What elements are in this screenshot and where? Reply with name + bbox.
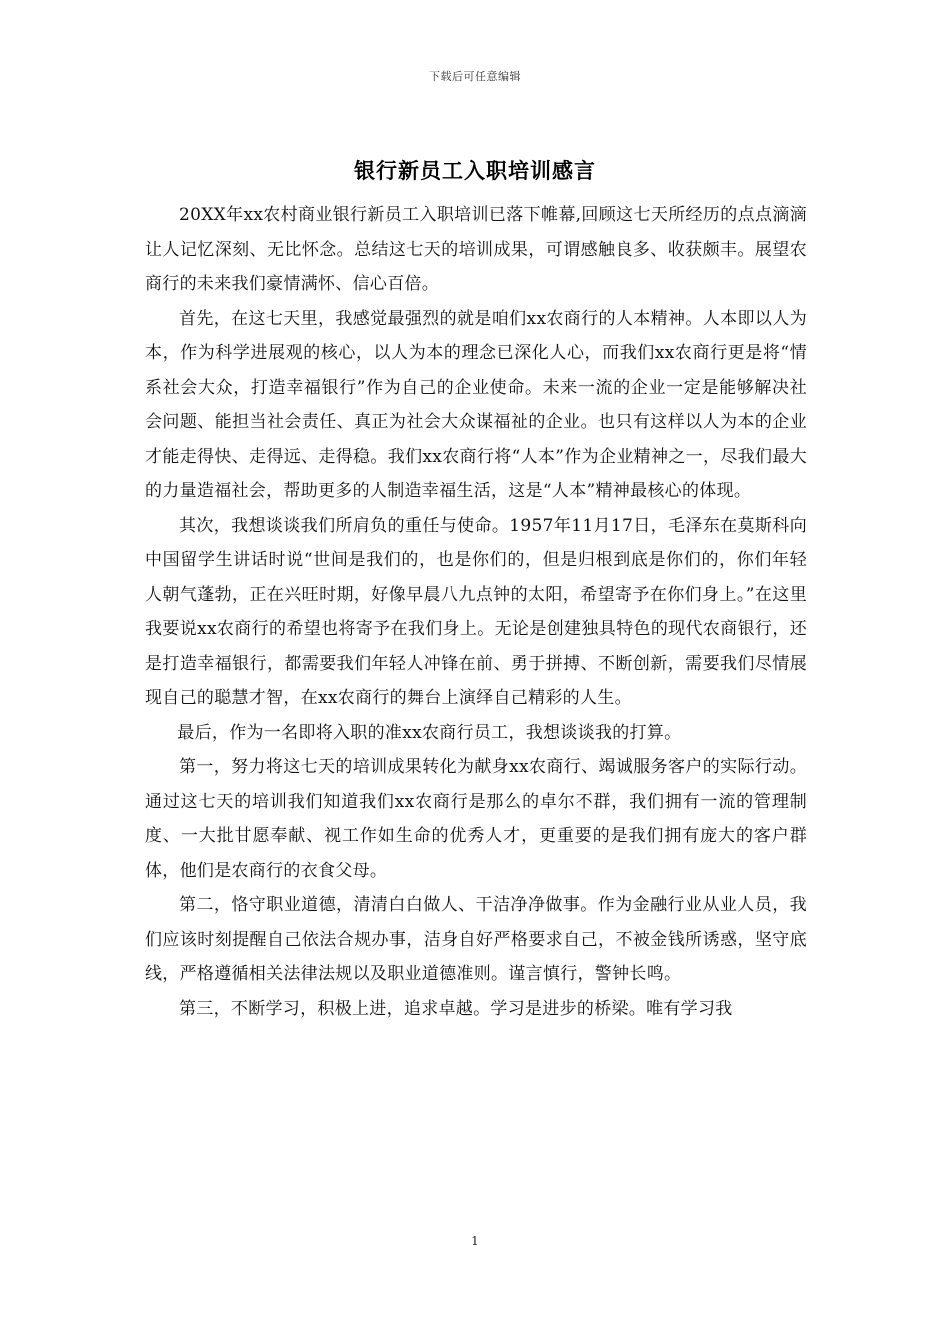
- header-note: 下载后可任意编辑: [429, 70, 521, 83]
- document-body: [145, 198, 807, 1026]
- page-number: 1: [471, 1234, 479, 1248]
- paragraph-plan-two: 第二，恪守职业道德，清清白白做人、干洁净净做事。作为金融行业从业人员，我们应该时刻提醒自己依法合规办事，洁身自好严格要求自己，不被金钱所诱惑，坚守底线，严格遵循相关法律法规以及职业道德准则。谨言慎行，警钟长鸣。: [145, 895, 807, 984]
- paragraph-intro: 20XX年xx农村商业银行新员工入职培训已落下帷幕,回顾这七天所经历的点点滴滴让人记忆深刻、无比怀念。总结这七天的培训成果，可谓感触良多、收获颇丰。展望农商行的未来我们豪情满怀、信心百倍。: [145, 205, 807, 294]
- paragraph-plan-one: 第一，努力将这七天的培训成果转化为献身xx农商行、竭诚服务客户的实际行动。通过这七天的培训我们知道我们xx农商行是那么的卓尔不群，我们拥有一流的管理制度、一大批甘愿奉献、视工作如生命的优秀人才，更重要的是我们拥有庞大的客户群体，他们是农商行的衣食父母。: [145, 757, 807, 881]
- paragraph-second: 其次，我想谈谈我们所肩负的重任与使命。1957年11月17日，毛泽东在莫斯科向中国留学生讲话时说“世间是我们的，也是你们的，但是归根到底是你们的，你们年轻人朝气蓬勃，正在兴旺时期，好像早晨八九点钟的太阳，希望寄予在你们身上。”在这里我要说xx农商行的希望也将寄予在我们身上。无论是创建独具特色的现代农商银行，还是打造幸福银行，都需要我们年轻人冲锋在前、勇于拼搏、不断创新，需要我们尽情展现自己的聪慧才智，在xx农商行的舞台上演绎自己精彩的人生。: [145, 515, 807, 708]
- document-title: 银行新员工入职培训感言: [354, 158, 596, 183]
- paragraph-plan-three: 第三，不断学习，积极上进，追求卓越。学习是进步的桥梁。唯有学习我: [179, 998, 733, 1019]
- paragraph-first: 首先，在这七天里，我感觉最强烈的就是咱们xx农商行的人本精神。人本即以人为本，作为科学进展观的核心，以人为本的理念已深化人心，而我们xx农商行更是将“情系社会大众，打造幸福银行”作为自己的企业使命。未来一流的企业一定是能够解决社会问题、能担当社会责任、真正为社会大众谋福祉的企业。也只有这样以人为本的企业才能走得快、走得远、走得稳。我们xx农商行将“人本”作为企业精神之一，尽我们最大的力量造福社会，帮助更多的人制造幸福生活，这是“人本”精神最核心的体现。: [145, 308, 807, 501]
- paragraph-finally: 最后，作为一名即将入职的准xx农商行员工，我想谈谈我的打算。: [177, 722, 682, 743]
